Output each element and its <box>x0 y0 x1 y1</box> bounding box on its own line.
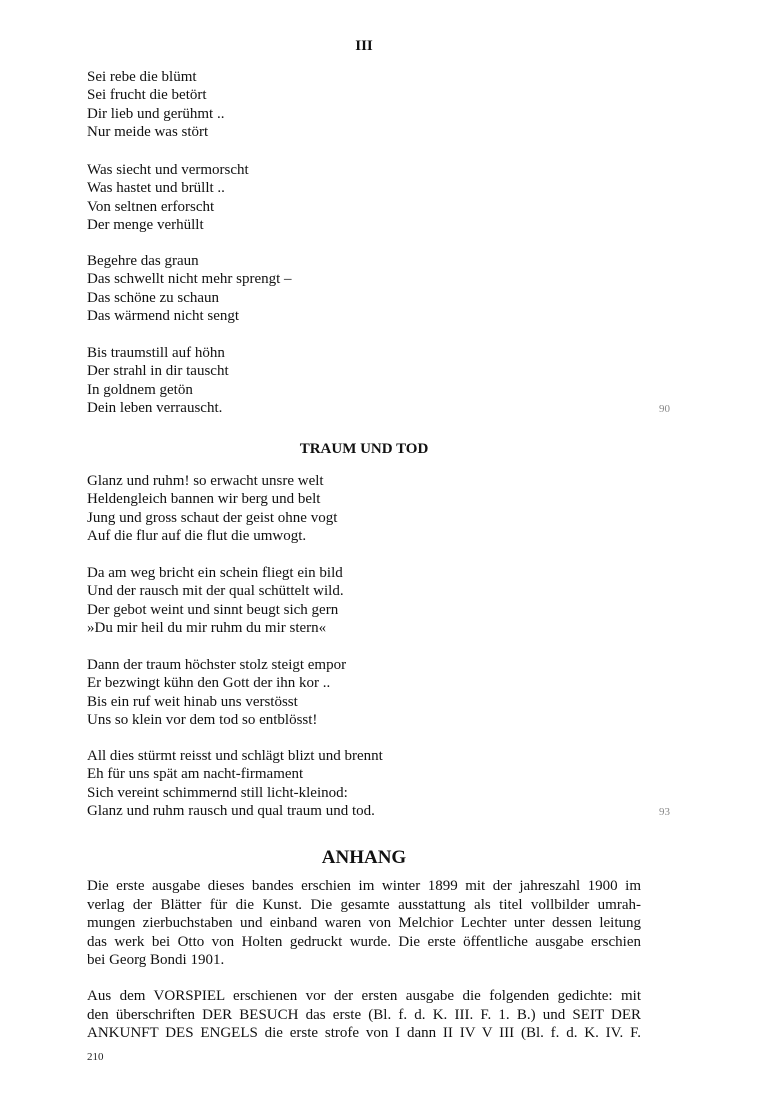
verse-line: Auf die flur auf die flut die umwogt. <box>87 528 307 545</box>
page-number: 210 <box>87 1051 104 1063</box>
stanza <box>87 747 627 821</box>
appendix-paragraph <box>87 877 641 970</box>
appendix-paragraph <box>87 987 641 1043</box>
verse-line: Sei rebe die blümt <box>87 69 197 85</box>
verse-line: Das schöne zu schaun <box>87 289 220 306</box>
verse-line: Dir lieb und gerühmt .. <box>87 105 225 122</box>
stanza <box>87 252 627 326</box>
verse-line: Begehre das graun <box>87 253 199 269</box>
paragraph-line: das werk bei Otto von Holten gedruckt wurde. Die erste öffentliche ausgabe erschien <box>87 933 641 950</box>
verse-line: Jung und gross schaut der geist ohne vogt <box>87 509 338 526</box>
verse-line: Von seltnen erforscht <box>87 198 215 215</box>
verse-line: Heldengleich bannen wir berg und belt <box>87 491 321 508</box>
line-number: 93 <box>659 806 670 818</box>
verse-line: Er bezwingt kühn den Gott der ihn kor .. <box>87 675 331 692</box>
verse-line: Sich vereint schimmernd still licht-kleinod: <box>87 784 348 801</box>
verse-line: Dann der traum höchster stolz steigt empor <box>87 657 347 673</box>
verse-line: Eh für uns spät am nacht-firmament <box>87 766 304 783</box>
stanza <box>87 161 627 235</box>
verse-line: Das schwellt nicht mehr sprengt – <box>87 271 292 288</box>
verse-line: Und der rausch mit der qual schüttelt wild. <box>87 583 344 600</box>
paragraph-line: Aus dem VORSPIEL erschienen vor der ersten ausgabe die folgenden gedichte: mit <box>87 988 641 1004</box>
verse-line: Dein leben verrauscht. <box>87 400 223 417</box>
verse-line: Der gebot weint und sinnt beugt sich gern <box>87 601 339 618</box>
verse-line: Glanz und ruhm rausch und qual traum und tod. <box>87 803 375 820</box>
verse-line: Bis traumstill auf höhn <box>87 345 225 361</box>
verse-line: Das wärmend nicht sengt <box>87 308 240 325</box>
verse-line: Glanz und ruhm! so erwacht unsre welt <box>87 473 324 489</box>
appendix-heading: ANHANG <box>321 847 407 868</box>
stanza <box>87 344 627 418</box>
verse-line: Uns so klein vor dem tod so entblösst! <box>87 712 318 729</box>
verse-line: All dies stürmt reisst und schlägt blizt und brennt <box>87 748 383 764</box>
poem-section-heading: III <box>355 38 373 54</box>
paragraph-line: verlag der Blätter für die Kunst. Die gesamte ausstattung als titel vollbilder umrah- <box>87 896 641 913</box>
paragraph-line: Die erste ausgabe dieses bandes erschien im winter 1899 mit der jahreszahl 1900 im <box>87 878 641 894</box>
verse-line: Da am weg bricht ein schein fliegt ein bild <box>87 565 343 581</box>
paragraph-line: mungen zierbuchstaben und einband waren von Melchior Lechter unter dessen leitung <box>87 915 641 932</box>
paragraph-line: ANKUNFT DES ENGELS die erste strofe von I dann II IV V III (Bl. f. d. K. IV. F. <box>87 1025 641 1042</box>
verse-line: Was siecht und vermorscht <box>87 162 249 178</box>
stanza <box>87 472 627 546</box>
verse-line: Der menge verhüllt <box>87 217 204 234</box>
verse-line: »Du mir heil du mir ruhm du mir stern« <box>87 620 327 637</box>
poem-title: TRAUM UND TOD <box>299 441 429 457</box>
stanza <box>87 68 627 142</box>
stanza <box>87 656 627 730</box>
stanza <box>87 564 627 638</box>
verse-line: Bis ein ruf weit hinab uns verstösst <box>87 693 298 710</box>
verse-line: Der strahl in dir tauscht <box>87 363 229 380</box>
verse-line: Nur meide was stört <box>87 124 209 141</box>
verse-line: In goldnem getön <box>87 381 193 398</box>
line-number: 90 <box>659 403 670 415</box>
verse-line: Sei frucht die betört <box>87 87 207 104</box>
paragraph-line: den überschriften DER BESUCH das erste (Bl. f. d. K. III. F. 1. B.) und SEIT DER <box>87 1006 641 1023</box>
paragraph-line: bei Georg Bondi 1901. <box>87 952 225 969</box>
verse-line: Was hastet und brüllt .. <box>87 180 225 197</box>
